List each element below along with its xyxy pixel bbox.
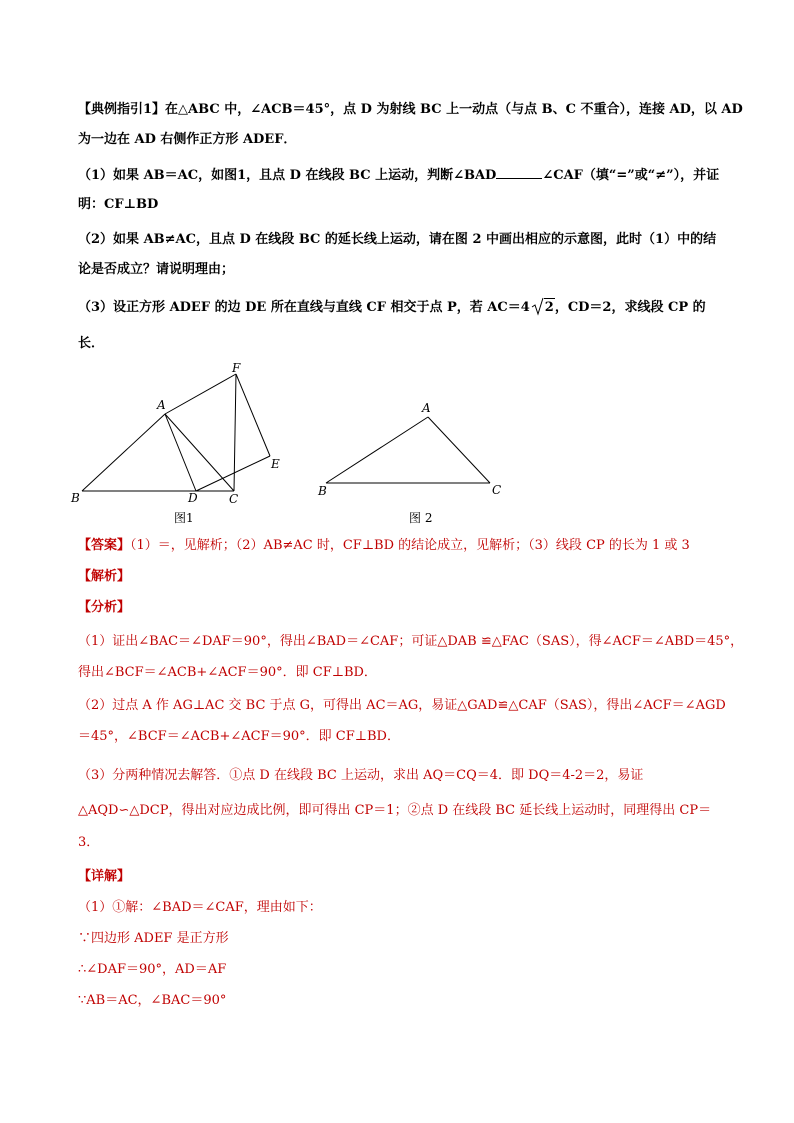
figures-svg: [60, 360, 502, 530]
fig1-label-e: E: [271, 457, 280, 471]
fig2-segment-ab: [326, 417, 428, 483]
question-1-text-c: 明：CF⊥BD: [78, 197, 159, 212]
figure-2: [326, 417, 490, 483]
fig1-label-a: A: [157, 398, 166, 412]
answer-blank: [496, 166, 542, 179]
question-3-text-b: ，CD＝2，求线段 CP 的: [554, 300, 706, 315]
answer-line: [78, 537, 690, 555]
sqrt-radicand: 2: [544, 300, 554, 315]
analysis-p1-b: 得出∠BCF＝∠ACB+∠ACF＝90°．即 CF⊥BD．: [78, 665, 377, 680]
question-2-text-a: （2）如果 AB≠AC，且点 D 在线段 BC 的延长线上运动，请在图 2 中画出相应的示意图，此时（1）中的结: [78, 232, 717, 247]
fig1-segment-af: [165, 374, 236, 414]
figure-1: [82, 374, 270, 491]
problem-line-2: [78, 131, 296, 149]
question-1-text-a: （1）如果 AB＝AC，如图1，且点 D 在线段 BC 上运动，判断∠BAD: [78, 168, 497, 183]
fig1-label-b: B: [71, 491, 80, 505]
fig2-segment-ac: [428, 417, 490, 483]
fig2-label-c: C: [492, 483, 502, 497]
analysis-p3-c: 3．: [78, 835, 100, 850]
analysis-tag: 【解析】: [78, 569, 131, 584]
detail-line-2: ∵四边形 ADEF 是正方形: [78, 931, 229, 946]
question-3-text-c: 长．: [78, 336, 105, 351]
question-1-text-b: ∠CAF（填“=”或“≠”），并证: [542, 168, 720, 183]
sqrt-symbol: [532, 298, 555, 317]
answer-text: （1）＝，见解析；（2）AB≠AC 时，CF⊥BD 的结论成立，见解析；（3）线段 CP 的长为 1 或 3: [130, 538, 690, 553]
analysis-p2-b: ＝45°，∠BCF＝∠ACB+∠ACF＝90°．即 CF⊥BD．: [78, 729, 400, 744]
fig1-segment-fe: [236, 374, 270, 456]
fig1-segment-ab: [82, 414, 165, 491]
problem-text-2: 为一边在 AD 右侧作正方形 ADEF．: [78, 132, 297, 147]
question-3-text-a: （3）设正方形 ADEF 的边 DE 所在直线与直线 CF 相交于点 P，若 AC＝4: [78, 300, 530, 315]
question-1-line-1: [78, 166, 719, 185]
analysis-p1-a: （1）证出∠BAC＝∠DAF＝90°，得出∠BAD＝∠CAF；可证△DAB ≌△FAC（SAS），得∠ACF＝∠ABD＝45°，: [78, 634, 744, 649]
question-3-line-2: [78, 335, 104, 353]
fig1-segment-fc: [234, 374, 236, 491]
detail-tag: 【详解】: [78, 869, 131, 884]
analysis-sub-tag: 【分析】: [78, 600, 131, 615]
problem-title: 【典例指引1】: [78, 102, 166, 117]
question-2-line-1: [78, 231, 716, 249]
analysis-p3-a: （3）分两种情况去解答．①点 D 在线段 BC 上运动，求出 AQ＝CQ＝4．即 DQ＝4-2＝2，易证: [78, 768, 644, 783]
question-3-line-1: [78, 298, 706, 317]
fig1-label-c: C: [229, 492, 239, 506]
analysis-p2-a: （2）过点 A 作 AG⊥AC 交 BC 于点 G，可得出 AC＝AG，易证△GAD≌△CAF（SAS），得出∠ACF＝∠AGD: [78, 698, 726, 713]
fig2-label-b: B: [318, 484, 327, 498]
fig1-segment-ad: [165, 414, 196, 491]
analysis-p3-b: △AQD∽△DCP，得出对应边成比例，即可得出 CP＝1；②点 D 在线段 BC 延长线上运动时，同理得出 CP＝: [78, 803, 712, 818]
question-2-line-2: [78, 261, 234, 279]
detail-line-3: ∴∠DAF＝90°，AD＝AF: [78, 962, 227, 977]
problem-line-1: [78, 101, 743, 119]
fig1-segment-ac: [165, 414, 234, 491]
fig2-label-a: A: [422, 401, 431, 415]
answer-tag: 【答案】: [78, 538, 131, 553]
fig1-label-d: D: [188, 491, 198, 505]
fig2-caption: 图 2: [409, 511, 433, 525]
question-1-line-2: [78, 196, 158, 214]
detail-line-4: ∵AB＝AC，∠BAC＝90°: [78, 993, 227, 1008]
fig1-caption: 图1: [174, 511, 194, 525]
fig1-label-f: F: [232, 361, 241, 375]
question-2-text-b: 论是否成立？请说明理由；: [78, 262, 235, 277]
problem-text-1: 在△ABC 中，∠ACB＝45°，点 D 为射线 BC 上一动点（与点 B、C 不重合），连接 AD，以 AD: [165, 102, 743, 117]
detail-line-1: （1）①解：∠BAD＝∠CAF，理由如下：: [78, 900, 322, 915]
